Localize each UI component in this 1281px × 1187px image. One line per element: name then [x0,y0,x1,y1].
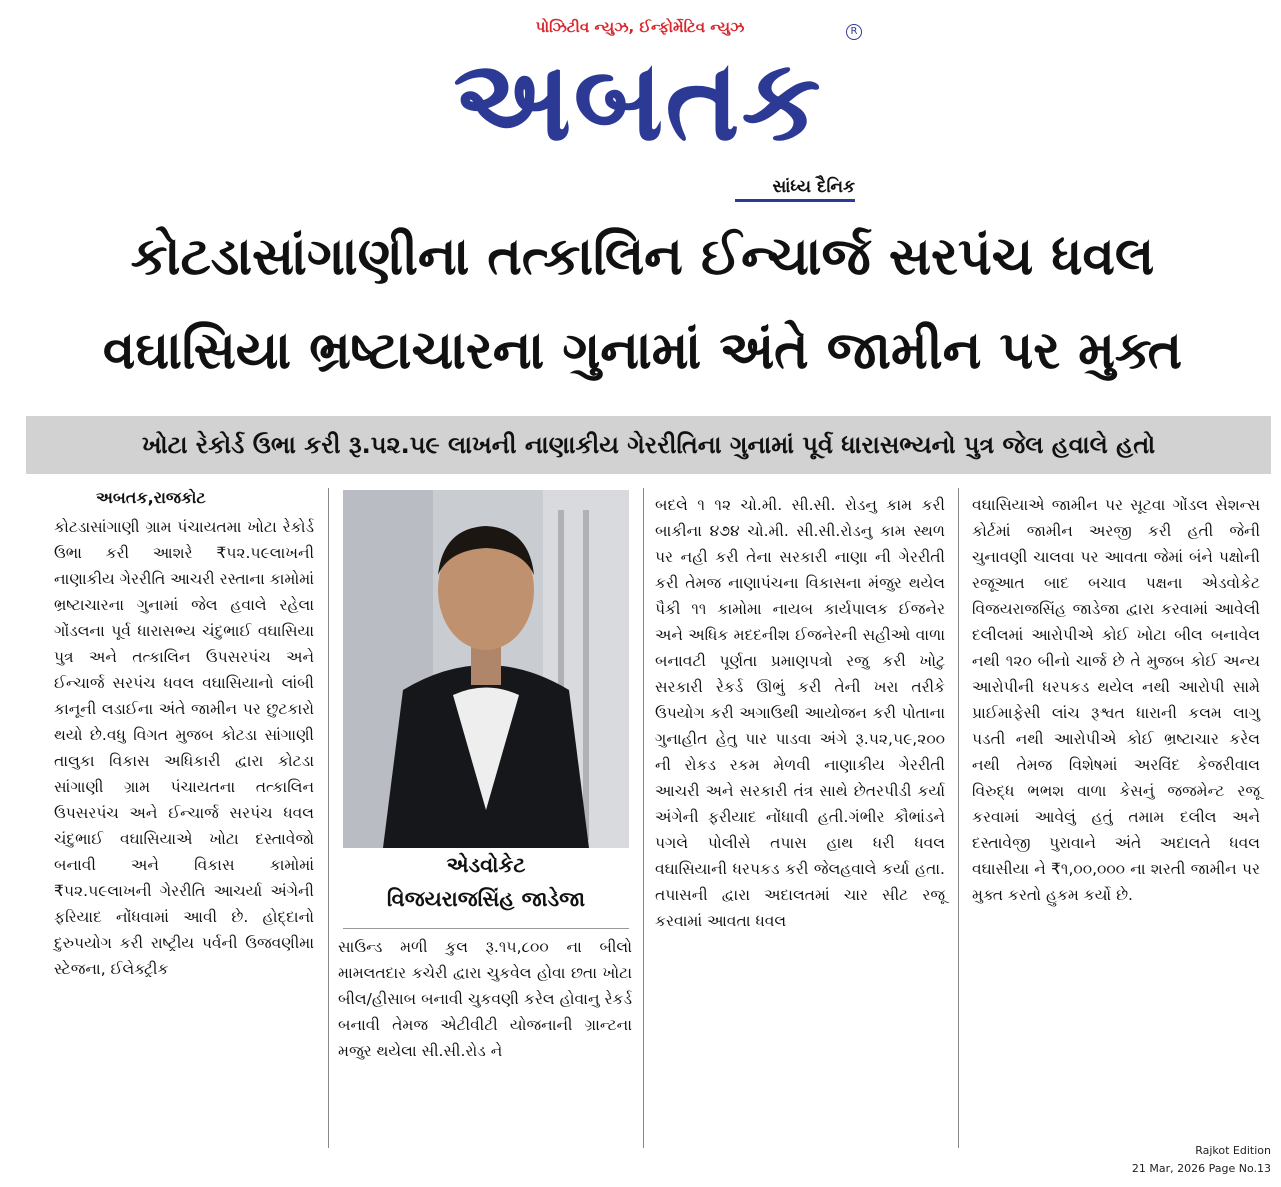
article-paragraph: કોટડાસાંગાણી ગ્રામ પંચાયતમા ખોટા રેકોર્ડ ઉભા કરી આશરે ₹૫૨.૫૯લાખની નાણાકીય ગેરરીતિ આચરી રસ્તાના કામોમાં ભ્રષ્ટાચારના ગુનામાં જેલ હવાલે રહેલા ગોંડલના પૂર્વ ધારાસભ્ય ચંદુભાઈ વઘાસિયા પુત્ર અને તત્કાલિન ઉપસરપંચ અને ઈન્ચાર્જ સરપંચ ધવલ વઘાસિયાનો લાંબી કાનૂની લડાઈના અંતે જામીન પર છુટકારો થયો છે.વધુ વિગત મુજબ કોટડા સાંગાણી તાલુકા વિકાસ અધિકારી દ્વારા કોટડા સાંગાણી ગ્રામ પંચાયતના તત્કાલિન ઉપસરપંચ અને ઈન્ચાર્જ સરપંચ ધવલ ચંદુભાઈ વઘાસિયાએ ખોટા દસ્તાવેજો બનાવી અને વિકાસ કામોમાં ₹૫૨.૫૯લાખની ગેરરીતિ આચર્યા અંગેની ફરિયાદ નોંધવામાં આવી છે. હોદ્દાનો દુરુપયોગ કરી રાષ્ટ્રીય પર્વની ઉજવણીમા સ્ટેજના, ઈલેક્ટ્રીક [54,518,314,978]
masthead [0,0,1281,210]
date-page-label: 21 Mar, 2026 Page No.13 [1131,1162,1271,1175]
registered-mark-icon: R [846,24,862,40]
caption-title: એડવોકેટ [446,853,526,877]
portrait-image [343,490,629,848]
deck-text: ખોટા રેકોર્ડ ઉભા કરી રૂ.૫૨.૫૯ લાખની નાણાકીય ગેરરીતિના ગુનામાં પૂર્વ ધારાસભ્યનો પુત્ર જેલ હવાલે હતો [141,431,1156,459]
masthead-tagline: પોઝિટીવ ન્યુઝ, ઈન્ફોર્મેટિવ ન્યુઝ [535,18,745,36]
caption-name: વિજયરાજસિંહ જાડેજા [386,887,586,911]
newspaper-logo[interactable]: અબતક [453,36,823,166]
advocate-photo [343,490,629,848]
edition-label: Rajkot Edition [1195,1144,1271,1157]
deck-banner [26,416,1271,474]
article-column-4 [972,492,1260,1122]
subtitle-underline [735,199,855,202]
article-column-1 [54,514,314,1134]
dateline: અબતક,રાજકોટ [96,488,206,507]
article-paragraph: વઘાસિયાએ જામીન પર સૂટવા ગોંડલ સેશન્સ કોર્ટમાં જામીન અરજી કરી હતી જેની ચુનાવણી ચાલવા પર આવતા જેમાં બંને પક્ષોની રજૂઆત બાદ બચાવ પક્ષના એડવોકેટ વિજયરાજસિંહ જાડેજા દ્વારા કરવામાં આવેલી દલીલમાં આરોપીએ કોઈ ખોટા બીલ બનાવેલ નથી ૧૨૦ બીનો ચાર્જ છે તે મુજબ કોઈ અન્ય આરોપીની ધરપકડ થયેલ નથી આરોપી સામે પ્રાઈમાફેસી લાંચ રૂશ્વત ધારાની કલમ લાગુ પડતી નથી આરોપીએ કોઈ ભ્રષ્ટાચાર કરેલ નથી તેમજ વિશેષમાં અરવિંદ કેજરીવાલ વિરુદ્ધ ભભશ વાળા કેસનું જજમેન્ટ રજૂ કરવામાં આવેલું હતું તમામ દલીલ અને દસ્તાવેજી પુરાવાને અંતે અદાલતે ધવલ વઘાસીયા ને ₹૧,૦૦,૦૦૦ ના શરતી જામીન પર મુક્ત કરતો હુકમ કર્યો છે. [972,496,1260,904]
article-paragraph: બદલે ૧ ૧૨ ચો.મી. સી.સી. રોડનુ કામ કરી બાકીના ૪૭૪ ચો.મી. સી.સી.રોડનુ કામ સ્થળ પર નહી કરી તેના સરકારી નાણા ની ગેરરીતી કરી તેમજ નાણાપંચના વિકાસના મંજુર થયેલ પૈકી ૧૧ કામોમા નાયબ કાર્યપાલક ઈજનેર અને અધિક મદદનીશ ઈજનેરની સહીઓ વાળા બનાવટી પૂર્ણતા પ્રમાણપત્રો રજુ કરી ખોટુ સરકારી રેકર્ડ ઊભું કરી તેની ખરા તરીકે ઉપયોગ કરી અગાઉથી આયોજન કરી પોતાના ગુનાહીત હેતુ પાર પાડવા અંગે રૂ.૫૨,૫૯,૨૦૦ ની રોકડ રકમ મેળવી નાણાકીય ગેરરીતી આચરી અને સરકારી તંત્ર સાથે છેતરપીડી કર્યા અંગેની ફરીયાદ નોંધાવી હતી.ગંભીર કૌભાંડને પગલે પોલીસે તપાસ હાથ ધરી ધવલ વઘાસિયાની ધરપકડ કરી જેલહવાલે કર્યા હતા. તપાસની દ્વારા અદાલતમાં ચાર સીટ રજૂ કરવામાં આવતા ધવલ [655,496,945,930]
column-divider [328,488,329,1148]
headline-line-2: વઘાસિયા ભ્રષ્ટાચારના ગુનામાં અંતે જામીન પર મુક્ત [102,321,1183,381]
article-column-2 [338,934,632,1134]
article-paragraph: સાઉન્ડ મળી કુલ રૂ.૧૫,૮૦૦ ના બીલો મામલતદાર કચેરી દ્વારા ચુકવેલ હોવા છતા ખોટા બીલ/હીસાબ બનાવી ચુકવણી કરેલ હોવાનુ રેકર્ડ બનાવી તેમજ એટીવીટી યોજનાની ગ્રાન્ટના મજુર થયેલા સી.સી.રોડ ને [338,938,632,1060]
masthead-subtitle: સાંધ્ય દૈનિક [772,177,855,197]
headline-line-1: કોટડાસાંગાણીના તત્કાલિન ઈન્ચાર્જ સરપંચ ધવલ [130,227,1155,287]
column-divider [958,488,959,1148]
column-divider [643,488,644,1148]
article-column-3 [655,492,945,1132]
photo-caption [343,848,629,929]
